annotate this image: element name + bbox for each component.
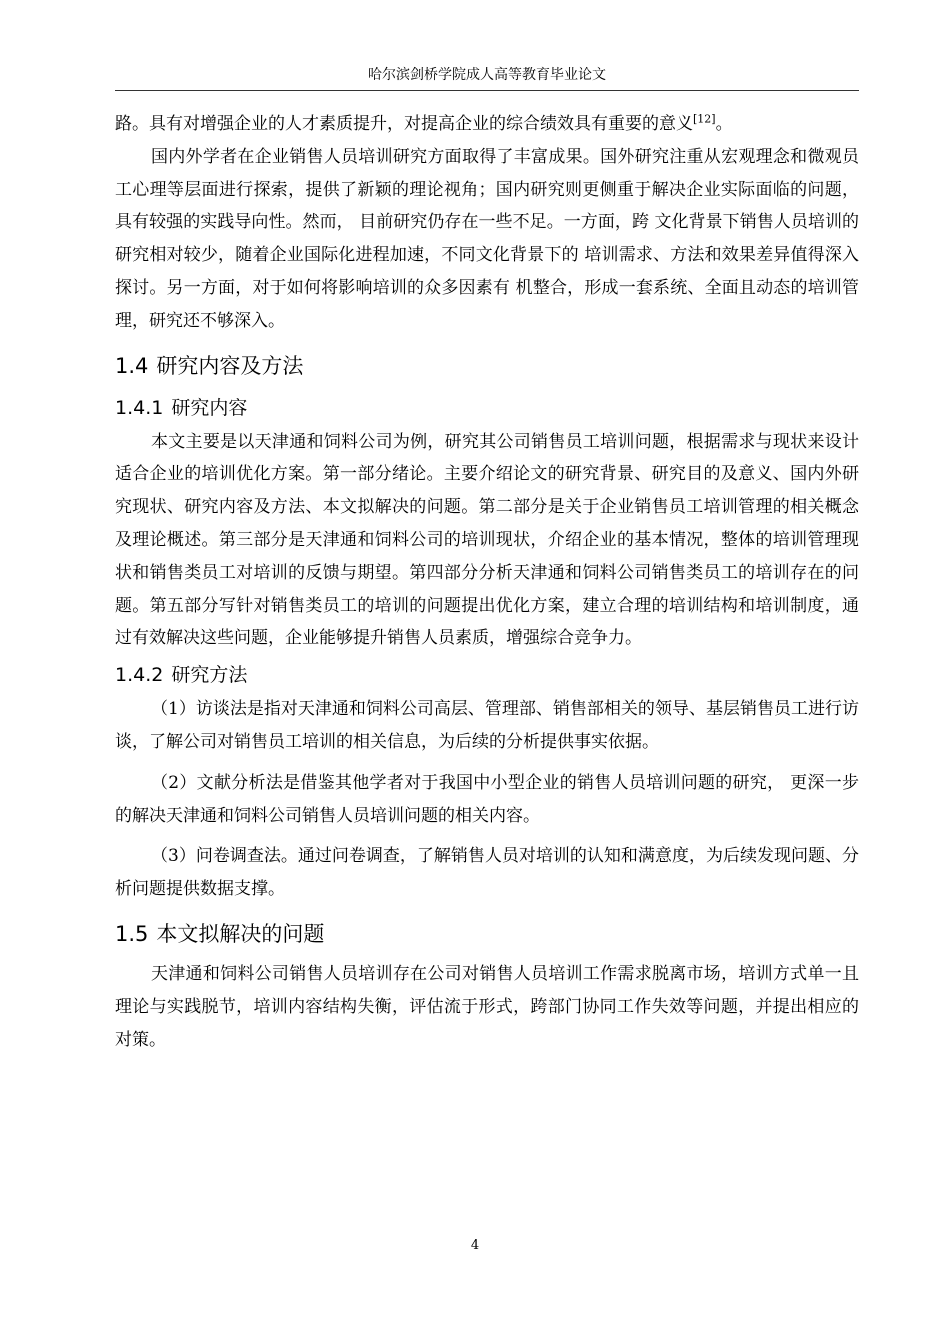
paragraph-method-questionnaire: （3）问卷调查法。通过问卷调查，了解销售人员对培训的认知和满意度，为后续发现问题、分析问题提供数据支撑。: [115, 846, 859, 900]
subsection-heading-1-4-1: [115, 390, 859, 426]
subsection-number: 1.4.2: [115, 664, 164, 687]
section-number: 1.5: [115, 921, 149, 946]
page-body: [115, 108, 859, 1056]
subsection-heading-1-4-2: [115, 657, 859, 693]
paragraph-end: 。: [715, 114, 733, 134]
citation-ref: [12]: [693, 112, 716, 126]
section-heading-1-4: [115, 346, 859, 386]
paragraph-method-literature: （2）文献分析法是借鉴其他学者对于我国中小型企业的销售人员培训问题的研究， 更深一步的解决天津通和饲料公司销售人员培训问题的相关内容。: [115, 772, 859, 826]
section-number: 1.4: [115, 353, 149, 378]
section-heading-1-5: [115, 914, 859, 954]
paragraph-method-interview: （1）访谈法是指对天津通和饲料公司高层、管理部、销售部相关的领导、基层销售员工进行访谈，了解公司对销售员工培训的相关信息，为后续的分析提供事实依据。: [115, 699, 859, 752]
subsection-number: 1.4.1: [115, 396, 164, 419]
header-title: 哈尔滨剑桥学院成人高等教育毕业论文: [368, 67, 606, 83]
subsection-title: 研究方法: [171, 664, 248, 687]
page-header: [115, 62, 859, 91]
page-number: 4: [470, 1238, 480, 1253]
paragraph-text: 路。具有对增强企业的人才素质提升，对提高企业的综合绩效具有重要的意义: [115, 114, 693, 134]
paragraph-problems: 天津通和饲料公司销售人员培训存在公司对销售人员培训工作需求脱离市场，培训方式单一且理论与实践脱节，培训内容结构失衡，评估流于形式，跨部门协同工作失效等问题，并提出相应的对策。: [115, 963, 859, 1050]
section-title: 研究内容及方法: [156, 353, 304, 378]
paragraph-research-review: 国内外学者在企业销售人员培训研究方面取得了丰富成果。国外研究注重从宏观理念和微观员工心理等层面进行探索，提供了新颖的理论视角；国内研究则更侧重于解决企业实际面临的问题，具有较强的实践导向性。然而， 目前研究仍存在一些不足。一方面，跨 文化背景下销售人员培训的研究相对较少，随着企业国际化进程加速，不同文化背景下的 培训需求、方法和效果差异值得深入探讨。另一方面，对于如何将影响培训的众多因素有 机整合，形成一套系统、全面且动态的培训管理，研究还不够深入。: [115, 146, 859, 331]
subsection-title: 研究内容: [171, 396, 248, 419]
section-title: 本文拟解决的问题: [156, 921, 325, 946]
paragraph-research-content: 本文主要是以天津通和饲料公司为例，研究其公司销售员工培训问题，根据需求与现状来设计适合企业的培训优化方案。第一部分绪论。主要介绍论文的研究背景、研究目的及意义、国内外研究现状、研究内容及方法、本文拟解决的问题。第二部分是关于企业销售员工培训管理的相关概念及理论概述。第三部分是天津通和饲料公司的培训现状，介绍企业的基本情况，整体的培训管理现状和销售类员工对培训的反馈与期望。第四部分分析天津通和饲料公司销售类员工的培训存在的问题。第五部分写针对销售类员工的培训的问题提出优化方案，建立合理的培训结构和培训制度，通过有效解决这些问题，企业能够提升销售人员素质，增强综合竞争力。: [115, 431, 859, 649]
paragraph-intro-continued: [115, 108, 859, 141]
